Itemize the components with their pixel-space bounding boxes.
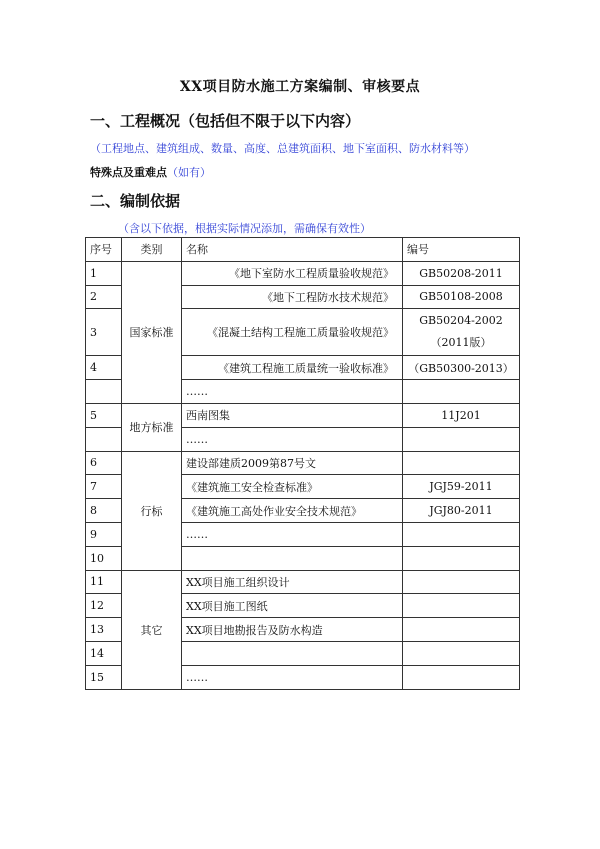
row-no: 5 <box>86 403 122 427</box>
row-name: 《地下室防水工程质量验收规范》 <box>182 261 403 285</box>
row-code: （GB50300-2013） <box>403 356 520 380</box>
row-no <box>86 427 122 451</box>
special-points-line <box>90 164 211 180</box>
row-no <box>86 380 122 404</box>
special-points-label: 特殊点及重难点 <box>90 166 167 179</box>
header-code: 编号 <box>403 238 520 262</box>
row-code <box>403 665 520 689</box>
row-code <box>403 451 520 475</box>
category-local: 地方标准 <box>122 403 182 451</box>
row-name: 《建筑施工安全检查标准》 <box>182 475 403 499</box>
category-other: 其它 <box>122 570 182 689</box>
row-name: XX项目施工图纸 <box>182 594 403 618</box>
row-no: 6 <box>86 451 122 475</box>
row-no: 1 <box>86 261 122 285</box>
row-code: 11J201 <box>403 403 520 427</box>
table-row <box>86 403 520 427</box>
document-title: XX项目防水施工方案编制、审核要点 <box>179 79 421 95</box>
row-name: 建设部建质2009第87号文 <box>182 451 403 475</box>
row-name: …… <box>182 665 403 689</box>
row-code <box>403 380 520 404</box>
table-row <box>86 261 520 285</box>
row-code <box>403 641 520 665</box>
table-header-row <box>86 238 520 262</box>
row-name: …… <box>182 427 403 451</box>
row-no: 13 <box>86 618 122 642</box>
row-name <box>182 641 403 665</box>
row-name: 《混凝土结构工程施工质量验收规范》 <box>182 309 403 356</box>
row-no: 15 <box>86 665 122 689</box>
section1-heading: 一、工程概况（包括但不限于以下内容） <box>90 112 361 130</box>
row-no: 12 <box>86 594 122 618</box>
row-code <box>403 570 520 594</box>
row-code: GB50204-2002 <box>419 314 503 328</box>
row-code: GB50208-2011 <box>403 261 520 285</box>
row-no: 2 <box>86 285 122 309</box>
section2-note: （含以下依据，根据实际情况添加，需确保有效性） <box>118 222 371 235</box>
row-code: JGJ80-2011 <box>403 499 520 523</box>
row-no: 8 <box>86 499 122 523</box>
table-row <box>86 570 520 594</box>
row-no: 14 <box>86 641 122 665</box>
row-no: 11 <box>86 570 122 594</box>
row-name: …… <box>182 380 403 404</box>
row-no: 4 <box>86 356 122 380</box>
row-name: …… <box>182 522 403 546</box>
row-code <box>403 427 520 451</box>
special-points-note: （如有） <box>167 166 211 179</box>
category-national: 国家标准 <box>122 261 182 403</box>
category-industry: 行标 <box>122 451 182 570</box>
row-name: 《建筑工程施工质量统一验收标准》 <box>182 356 403 380</box>
row-code <box>403 594 520 618</box>
row-no: 10 <box>86 546 122 570</box>
header-category: 类别 <box>122 238 182 262</box>
row-code: GB50108-2008 <box>403 285 520 309</box>
table-row <box>86 451 520 475</box>
row-code <box>403 546 520 570</box>
row-name: XX项目地勘报告及防水构造 <box>182 618 403 642</box>
basis-table <box>85 237 520 690</box>
row-code: JGJ59-2011 <box>403 475 520 499</box>
row-no: 3 <box>86 309 122 356</box>
row-no: 7 <box>86 475 122 499</box>
row-name: 《建筑施工高处作业安全技术规范》 <box>182 499 403 523</box>
row-no: 9 <box>86 522 122 546</box>
row-code-edition: （2011版） <box>430 336 492 350</box>
row-code-cell <box>403 309 520 356</box>
row-name: 《地下工程防水技术规范》 <box>182 285 403 309</box>
header-no: 序号 <box>86 238 122 262</box>
row-code <box>403 522 520 546</box>
section2-heading: 二、编制依据 <box>90 192 181 210</box>
row-name: 西南图集 <box>182 403 403 427</box>
row-code <box>403 618 520 642</box>
section1-note: （工程地点、建筑组成、数量、高度、总建筑面积、地下室面积、防水材料等） <box>90 142 475 155</box>
row-name <box>182 546 403 570</box>
header-name: 名称 <box>182 238 403 262</box>
row-name: XX项目施工组织设计 <box>182 570 403 594</box>
